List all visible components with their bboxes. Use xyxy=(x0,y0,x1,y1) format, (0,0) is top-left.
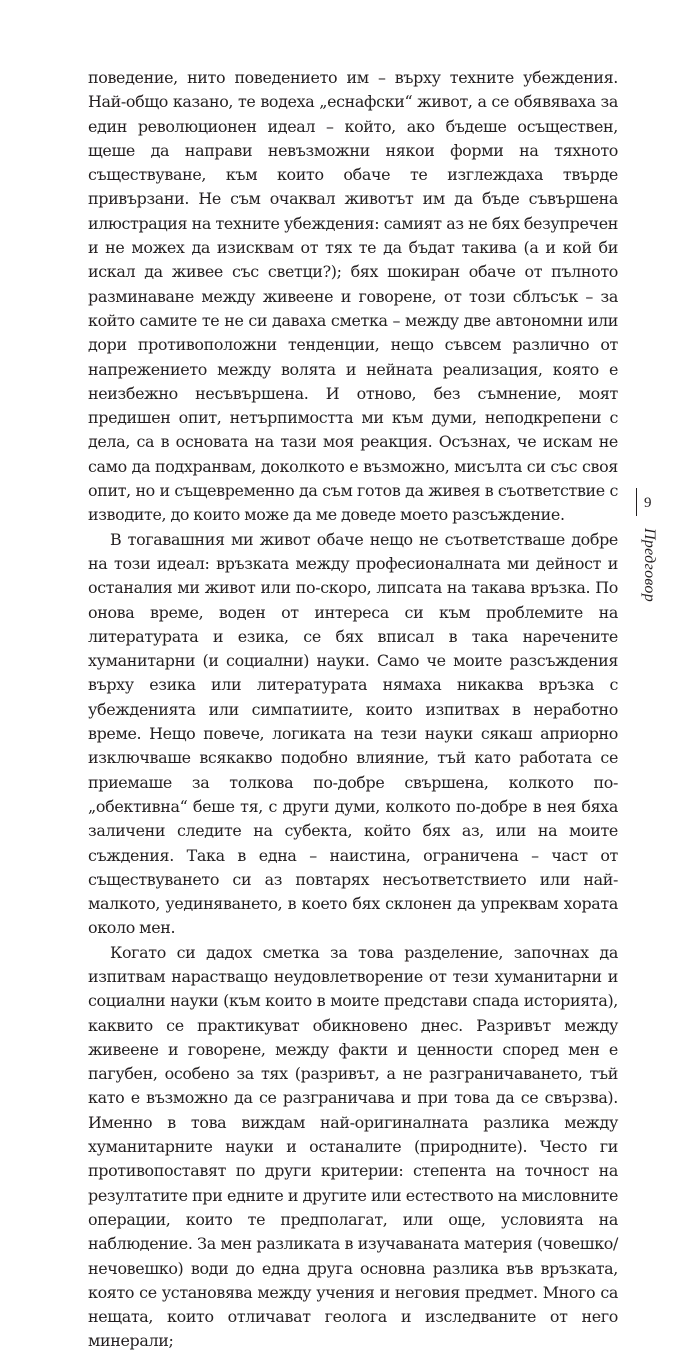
page-number: 9 xyxy=(644,495,652,511)
paragraph-3: Когато си дадох сметка за това разделение, започнах да изпитвам нарастващо неудовлетворение от тези хуманитарни и социални науки (към които в моите представи спада историята), каквито се практикуват обикновено днес. Разривът между живеене и говорене, между факти и ценности според мен е пагубен, особено за тях (разривът, а не разграничаването, тъй като е възможно да се разграничава и при това да се свързва). Именно в това виждам най-оригиналната разлика между хуманитарните науки и останалите (природните). Често ги противопоставят по други критерии: степента на точност на резултатите при едните и другите или естеството на мисловните операции, които те предполагат, или още, условията на наблюдение. За мен разликата в изучаваната материя (човешко/нечовешко) води до една друга основна разлика във връзката, която се установява между учения и неговия предмет. Много са нещата, които отличават геолога и изследваните от него минерали; xyxy=(88,942,618,1351)
running-head: Предговор xyxy=(641,528,658,603)
body-text xyxy=(88,66,618,1354)
paragraph-2: В тогавашния ми живот обаче нещо не съответстваше добре на този идеал: връзката между професионалната ми дейност и останалия ми живот или по-скоро, липсата на такава връзка. По онова време, воден от интереса си към проблемите на литературата и езика, се бях вписал в така наречените хуманитарни (и социални) науки. Само че моите разсъждения върху езика или литературата нямаха никаква връзка с убежденията или симпатиите, които изпитвах в неработно време. Нещо повече, логиката на тези науки сякаш априорно изключваше всякакво подобно влияние, тъй като работата се приемаше за толкова по-добре свършена, колкото по-„обективна“ беше тя, с други думи, колкото по-добре в нея бяха заличени следите на субекта, който бях аз, или на моите съждения. Така в една – наистина, ограничена – част от съществуването си аз повтарях несъответствието или най-малкото, уединяването, в което бях склонен да упреквам хората около мен. xyxy=(88,529,618,938)
paragraph-1: поведение, нито поведението им – върху техните убеждения. Най-общо казано, те водеха „еснафски“ живот, а се обявяваха за един революционен идеал – който, ако бъдеше осъществен, щеше да направи невъзможни някои форми на тяхното съществуване, към които обаче те изглеждаха твърде привързани. Не съм очаквал животът им да бъде съвършена илюстрация на техните убеждения: самият аз не бях безупречен и не можех да изисквам от тях те да бъдат такива (а и кой би искал да живее със светци?); бях шокиран обаче от пълното разминаване между живеене и говорене, от този сблъсък – за който самите те не си даваха сметка – между две автономни или дори противоположни тенденции, нещо съвсем различно от напрежението между волята и нейната реализация, която е неизбежно несъвършена. И отново, без съмнение, моят предишен опит, нетърпимостта ми към думи, неподкрепени с дела, са в основата на тази моя реакция. Осъзнах, че искам не само да подхранвам, доколкото е възможно, мисълта си със своя опит, но и същевременно да съм готов да живея в съответствие с изводите, до които може да ме доведе моето разсъждение. xyxy=(88,68,618,525)
margin-rule xyxy=(636,488,637,516)
